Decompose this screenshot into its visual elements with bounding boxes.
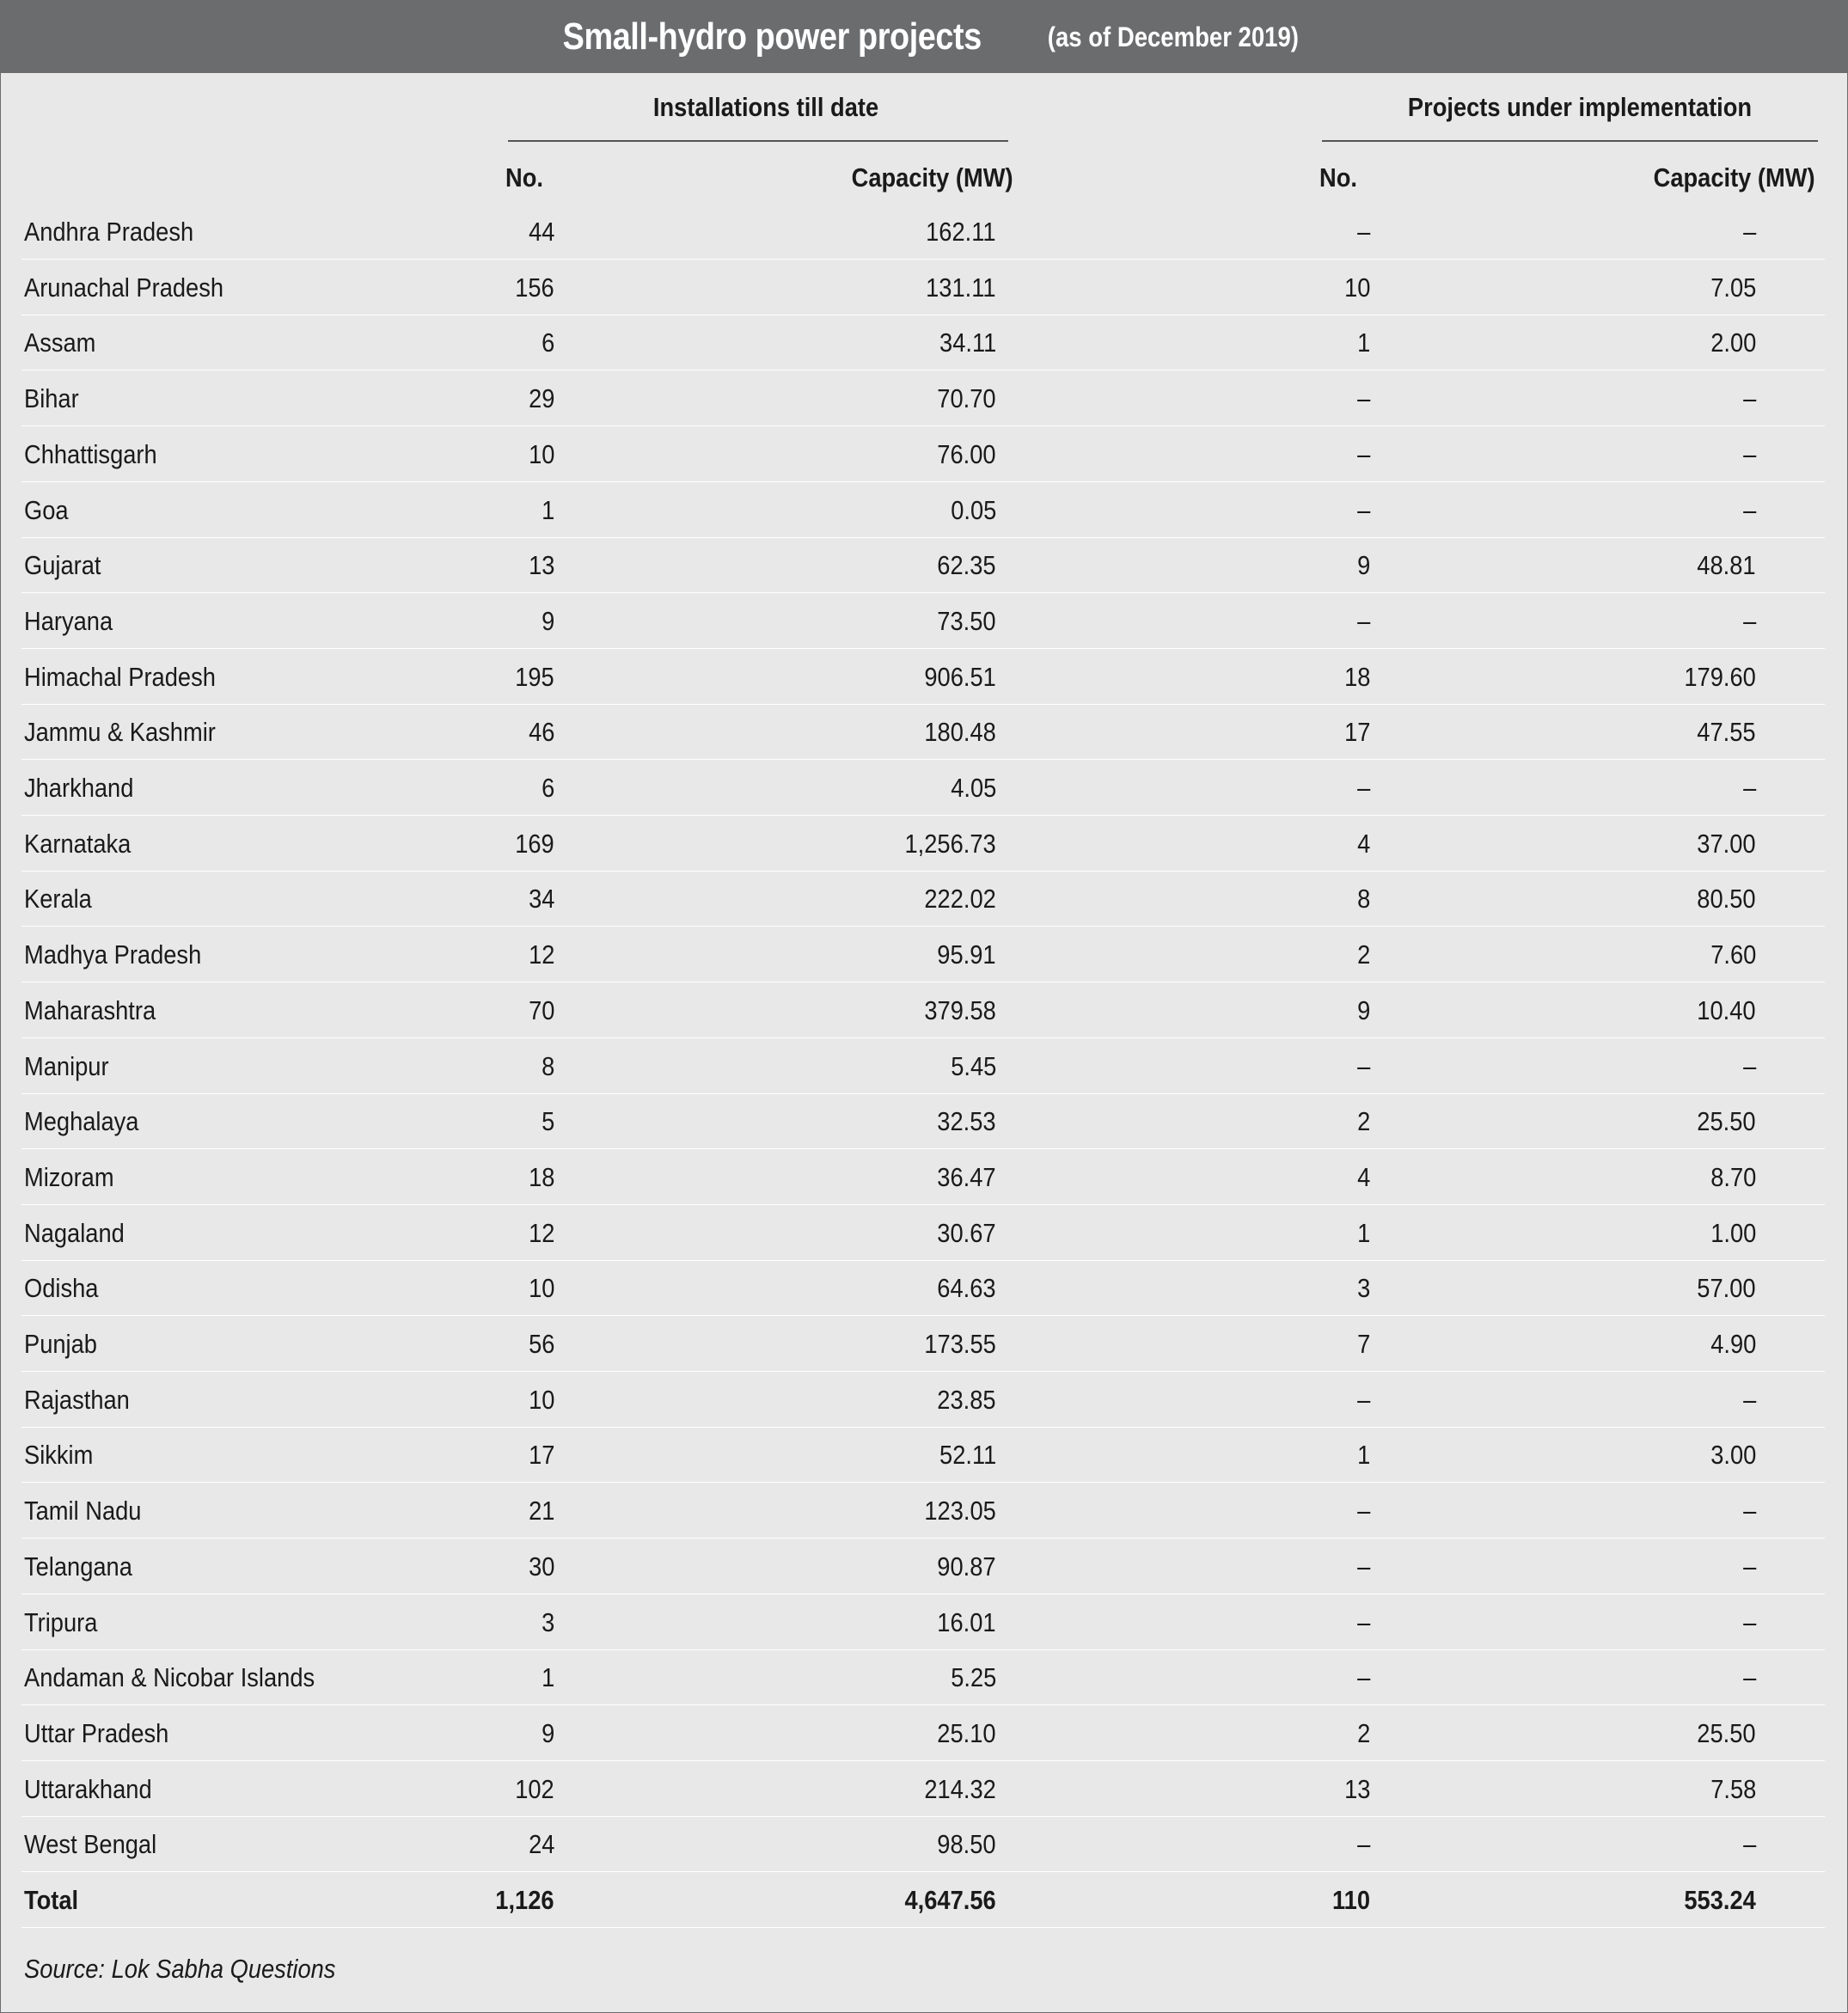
installed-capacity-cell: 32.53: [937, 1106, 996, 1137]
state-name-cell: Karnataka: [24, 828, 132, 859]
projects-no-cell: 18: [1343, 661, 1370, 692]
projects-no-cell: –: [1356, 1050, 1370, 1081]
installed-no-cell: 13: [528, 550, 554, 581]
state-name-cell: Maharashtra: [24, 994, 156, 1025]
table-row: [21, 816, 1825, 872]
installed-no-cell: 156: [515, 272, 554, 303]
state-name-cell: Telangana: [24, 1551, 132, 1582]
total-projects-capacity-cell: 553.24: [1684, 1885, 1756, 1915]
state-name-cell: Punjab: [24, 1329, 97, 1359]
installed-capacity-cell: 180.48: [924, 717, 996, 748]
installed-no-cell: 56: [528, 1329, 554, 1359]
table-row: [21, 927, 1825, 982]
installed-capacity-cell: 222.02: [924, 884, 996, 915]
projects-capacity-cell: 7.58: [1710, 1773, 1756, 1804]
state-name-cell: Andaman & Nicobar Islands: [24, 1662, 315, 1693]
projects-no-cell: –: [1356, 383, 1370, 414]
table-row: [21, 1038, 1825, 1094]
table-row: [21, 260, 1825, 315]
state-name-cell: Kerala: [24, 884, 92, 915]
state-name-cell: Uttar Pradesh: [24, 1717, 169, 1748]
projects-no-cell: 1: [1356, 1440, 1370, 1471]
table-row: [21, 426, 1825, 482]
installed-no-cell: 12: [528, 939, 554, 970]
installed-no-cell: 30: [528, 1551, 554, 1582]
installed-capacity-cell: 64.63: [937, 1273, 996, 1304]
installed-capacity-cell: 70.70: [937, 383, 996, 414]
installed-capacity-cell: 123.05: [924, 1496, 996, 1527]
projects-no-cell: 9: [1356, 550, 1370, 581]
projects-no-cell: –: [1356, 494, 1370, 525]
state-name-cell: Chhattisgarh: [24, 438, 157, 469]
table-subtitle: (as of December 2019): [1048, 21, 1300, 52]
projects-capacity-cell: –: [1742, 773, 1756, 803]
state-name-cell: Sikkim: [24, 1440, 94, 1471]
table-row: [21, 1260, 1825, 1316]
state-name-cell: Meghalaya: [24, 1106, 139, 1137]
projects-capacity-cell: 7.60: [1710, 939, 1756, 970]
installed-capacity-cell: 25.10: [937, 1717, 996, 1748]
table-row: [21, 1093, 1825, 1149]
table-row: [21, 204, 1825, 260]
installed-no-cell: 169: [515, 828, 554, 859]
projects-no-cell: –: [1356, 438, 1370, 469]
installed-no-cell: 18: [528, 1161, 554, 1192]
projects-no-cell: 10: [1343, 272, 1370, 303]
projects-capacity-cell: 80.50: [1697, 884, 1756, 915]
installed-no-cell: 10: [528, 1384, 554, 1415]
projects-capacity-cell: –: [1742, 1496, 1756, 1527]
source-note: Source: Lok Sabha Questions: [24, 1954, 336, 1984]
state-name-cell: Assam: [24, 327, 96, 358]
projects-no-cell: 17: [1343, 717, 1370, 748]
installed-no-cell: 24: [528, 1829, 554, 1860]
installed-capacity-cell: 98.50: [937, 1829, 996, 1860]
group-rule-projects: [1322, 140, 1818, 142]
state-name-cell: Bihar: [24, 383, 79, 414]
title-bar: [1, 1, 1847, 73]
projects-capacity-cell: 3.00: [1710, 1440, 1756, 1471]
installed-capacity-cell: 52.11: [939, 1440, 996, 1471]
projects-no-cell: –: [1356, 773, 1370, 803]
installed-no-cell: 70: [528, 994, 554, 1025]
table-row: [21, 315, 1825, 370]
state-name-cell: Tripura: [24, 1606, 98, 1637]
table-row: [21, 1483, 1825, 1539]
projects-no-cell: 2: [1356, 1106, 1370, 1137]
state-name-cell: Rajasthan: [24, 1384, 130, 1415]
installed-no-cell: 195: [515, 661, 554, 692]
table-row: [21, 1539, 1825, 1594]
state-name-cell: Andhra Pradesh: [24, 217, 194, 247]
table-total-row: [21, 1872, 1825, 1928]
projects-no-cell: 1: [1356, 1217, 1370, 1248]
total-state-name-cell: Total: [24, 1885, 79, 1915]
table-row: [21, 482, 1825, 538]
projects-no-cell: 8: [1356, 884, 1370, 915]
state-name-cell: Manipur: [24, 1050, 109, 1081]
projects-no-cell: –: [1356, 217, 1370, 247]
state-name-cell: West Bengal: [24, 1829, 157, 1860]
projects-capacity-cell: –: [1742, 383, 1756, 414]
projects-no-cell: 13: [1343, 1773, 1370, 1804]
projects-capacity-cell: –: [1742, 605, 1756, 636]
table-row: [21, 1427, 1825, 1483]
projects-capacity-cell: 25.50: [1697, 1106, 1756, 1137]
group-header-installations: Installations till date: [652, 92, 879, 122]
projects-no-cell: 1: [1356, 327, 1370, 358]
projects-no-cell: –: [1356, 1606, 1370, 1637]
table-row: [21, 1594, 1825, 1650]
projects-capacity-cell: –: [1742, 217, 1756, 247]
installed-no-cell: 10: [528, 438, 554, 469]
installed-capacity-cell: 16.01: [937, 1606, 996, 1637]
projects-capacity-cell: 25.50: [1697, 1717, 1756, 1748]
projects-no-cell: 4: [1356, 1161, 1370, 1192]
installed-capacity-cell: 5.45: [950, 1050, 996, 1081]
table-row: [21, 1316, 1825, 1372]
installed-no-cell: 5: [541, 1106, 554, 1137]
installed-capacity-cell: 162.11: [926, 217, 996, 247]
projects-capacity-cell: –: [1742, 1606, 1756, 1637]
projects-capacity-cell: 8.70: [1710, 1161, 1756, 1192]
table-row: [21, 1649, 1825, 1705]
table-row: [21, 649, 1825, 705]
installed-capacity-cell: 173.55: [924, 1329, 996, 1359]
projects-no-cell: –: [1356, 1551, 1370, 1582]
installed-capacity-cell: 73.50: [937, 605, 996, 636]
table-row: [21, 537, 1825, 593]
table-title: Small-hydro power projects: [562, 15, 982, 58]
table-row: [21, 982, 1825, 1038]
installed-no-cell: 6: [541, 773, 554, 803]
projects-capacity-cell: 179.60: [1684, 661, 1756, 692]
col-header-installed-capacity: Capacity (MW): [852, 162, 1013, 193]
table-row: [21, 1761, 1825, 1817]
state-name-cell: Gujarat: [24, 550, 101, 581]
installed-capacity-cell: 90.87: [937, 1551, 996, 1582]
installed-no-cell: 1: [541, 1662, 554, 1693]
projects-capacity-cell: –: [1742, 1050, 1756, 1081]
col-header-projects-no: No.: [1319, 162, 1357, 193]
installed-capacity-cell: 0.05: [950, 494, 996, 525]
installed-no-cell: 46: [528, 717, 554, 748]
projects-capacity-cell: 57.00: [1697, 1273, 1756, 1304]
projects-no-cell: –: [1356, 1496, 1370, 1527]
group-rule-installations: [508, 140, 1008, 142]
installed-no-cell: 3: [541, 1606, 554, 1637]
projects-no-cell: 3: [1356, 1273, 1370, 1304]
total-installed-no-cell: 1,126: [495, 1885, 554, 1915]
projects-no-cell: –: [1356, 1384, 1370, 1415]
projects-capacity-cell: 47.55: [1697, 717, 1756, 748]
state-name-cell: Uttarakhand: [24, 1773, 152, 1804]
projects-capacity-cell: 1.00: [1710, 1217, 1756, 1248]
table-row: [21, 760, 1825, 816]
table-row: [21, 1372, 1825, 1428]
installed-no-cell: 8: [541, 1050, 554, 1081]
state-name-cell: Himachal Pradesh: [24, 661, 216, 692]
state-name-cell: Arunachal Pradesh: [24, 272, 224, 303]
state-name-cell: Goa: [24, 494, 69, 525]
installed-no-cell: 10: [528, 1273, 554, 1304]
projects-capacity-cell: –: [1742, 1662, 1756, 1693]
state-name-cell: Mizoram: [24, 1161, 114, 1192]
installed-no-cell: 21: [528, 1496, 554, 1527]
installed-capacity-cell: 379.58: [924, 994, 996, 1025]
state-name-cell: Haryana: [24, 605, 113, 636]
installed-no-cell: 17: [528, 1440, 554, 1471]
table-row: [21, 1816, 1825, 1872]
projects-capacity-cell: 2.00: [1710, 327, 1756, 358]
table-row: [21, 1149, 1825, 1205]
installed-capacity-cell: 23.85: [937, 1384, 996, 1415]
projects-capacity-cell: –: [1742, 1829, 1756, 1860]
table-row: [21, 871, 1825, 927]
total-installed-capacity-cell: 4,647.56: [904, 1885, 996, 1915]
projects-capacity-cell: 10.40: [1697, 994, 1756, 1025]
table-row: [21, 1205, 1825, 1261]
installed-capacity-cell: 4.05: [950, 773, 996, 803]
installed-no-cell: 6: [541, 327, 554, 358]
table-row: [21, 1705, 1825, 1761]
installed-capacity-cell: 906.51: [924, 661, 996, 692]
installed-no-cell: 9: [541, 1717, 554, 1748]
installed-capacity-cell: 1,256.73: [904, 828, 996, 859]
projects-no-cell: 2: [1356, 1717, 1370, 1748]
installed-no-cell: 34: [528, 884, 554, 915]
group-header-projects: Projects under implementation: [1407, 92, 1753, 122]
total-projects-no-cell: 110: [1331, 1885, 1370, 1915]
projects-capacity-cell: –: [1742, 494, 1756, 525]
table-row: [21, 370, 1825, 426]
installed-capacity-cell: 95.91: [937, 939, 996, 970]
projects-no-cell: –: [1356, 605, 1370, 636]
installed-no-cell: 102: [515, 1773, 554, 1804]
projects-capacity-cell: 48.81: [1697, 550, 1756, 581]
installed-no-cell: 9: [541, 605, 554, 636]
projects-capacity-cell: 4.90: [1710, 1329, 1756, 1359]
projects-no-cell: 2: [1356, 939, 1370, 970]
installed-capacity-cell: 34.11: [939, 327, 996, 358]
installed-capacity-cell: 62.35: [937, 550, 996, 581]
installed-capacity-cell: 5.25: [950, 1662, 996, 1693]
installed-capacity-cell: 76.00: [937, 438, 996, 469]
col-header-projects-capacity: Capacity (MW): [1654, 162, 1815, 193]
projects-no-cell: 9: [1356, 994, 1370, 1025]
state-name-cell: Jammu & Kashmir: [24, 717, 216, 748]
projects-capacity-cell: –: [1742, 438, 1756, 469]
installed-capacity-cell: 36.47: [937, 1161, 996, 1192]
installed-capacity-cell: 30.67: [937, 1217, 996, 1248]
state-name-cell: Nagaland: [24, 1217, 125, 1248]
projects-capacity-cell: 37.00: [1697, 828, 1756, 859]
installed-no-cell: 44: [528, 217, 554, 247]
state-name-cell: Odisha: [24, 1273, 99, 1304]
state-name-cell: Jharkhand: [24, 773, 134, 803]
installed-no-cell: 12: [528, 1217, 554, 1248]
installed-capacity-cell: 214.32: [924, 1773, 996, 1804]
state-name-cell: Madhya Pradesh: [24, 939, 202, 970]
table-row: [21, 704, 1825, 760]
projects-capacity-cell: 7.05: [1710, 272, 1756, 303]
installed-no-cell: 29: [528, 383, 554, 414]
table-row: [21, 593, 1825, 649]
projects-capacity-cell: –: [1742, 1384, 1756, 1415]
projects-capacity-cell: –: [1742, 1551, 1756, 1582]
state-name-cell: Tamil Nadu: [24, 1496, 142, 1527]
projects-no-cell: 7: [1356, 1329, 1370, 1359]
projects-no-cell: 4: [1356, 828, 1370, 859]
installed-capacity-cell: 131.11: [926, 272, 996, 303]
projects-no-cell: –: [1356, 1662, 1370, 1693]
projects-no-cell: –: [1356, 1829, 1370, 1860]
installed-no-cell: 1: [541, 494, 554, 525]
col-header-installed-no: No.: [505, 162, 543, 193]
